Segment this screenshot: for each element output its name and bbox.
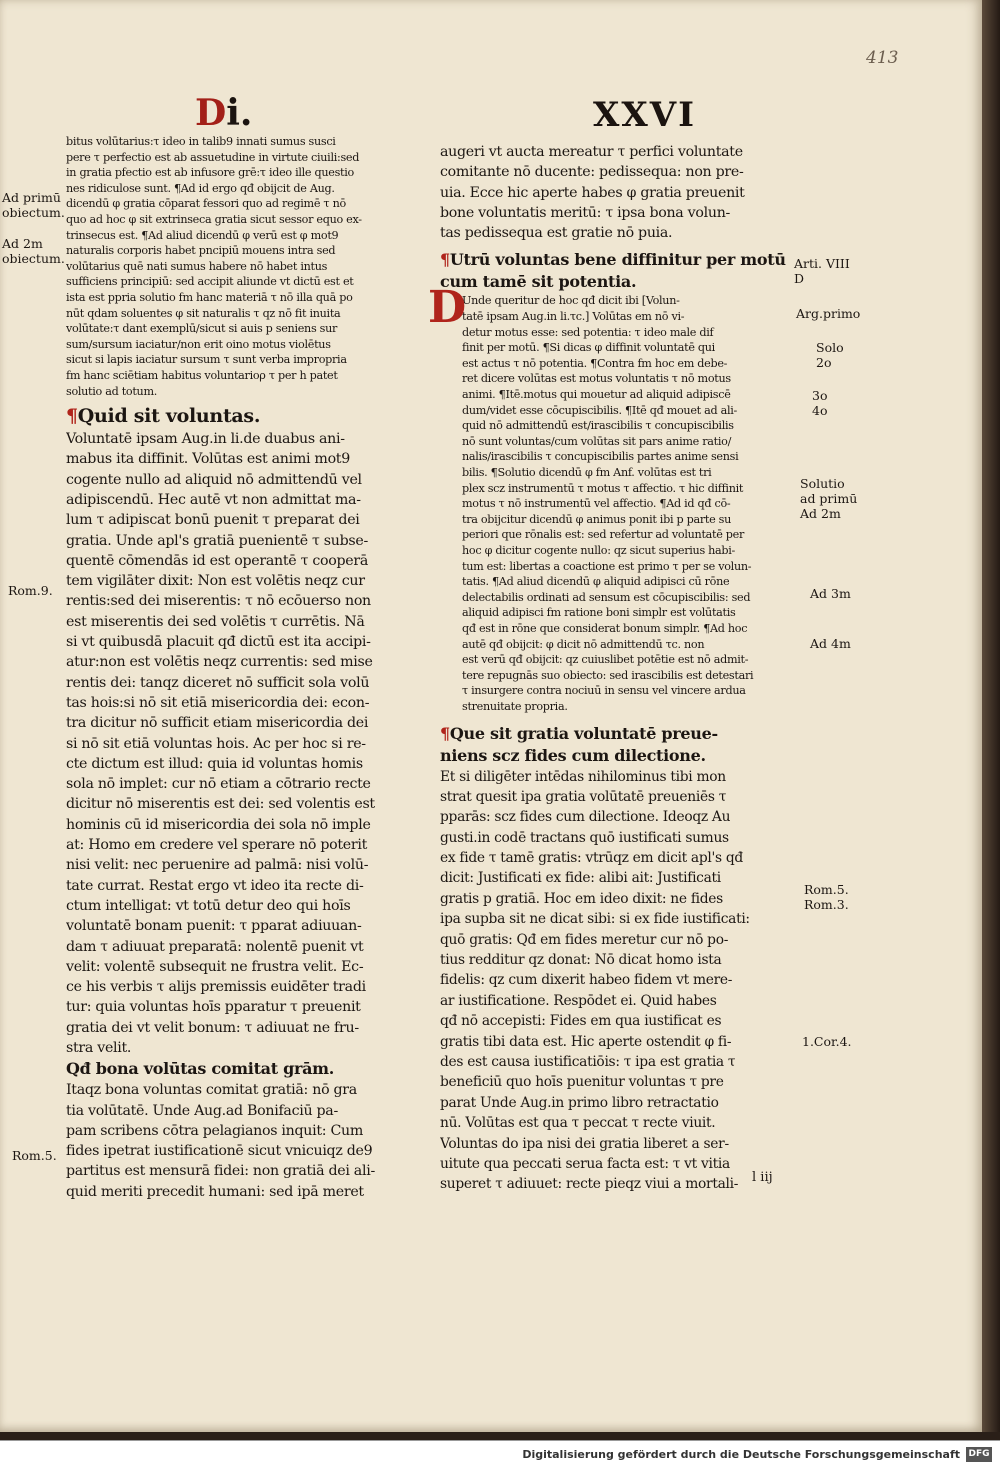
- right-block-1: [440, 142, 790, 243]
- text-line: gratia. Unde apl's gratiā puenientē τ subse-: [66, 532, 368, 549]
- text-line: atur:non est volētis neqz currentis: sed mise: [66, 654, 373, 671]
- text-line: si nō sit etiā voluntas hois. Ac per hoc si re-: [66, 735, 366, 752]
- text-line: periori que rōnalis est: sed refertur ad voluntatē per: [462, 528, 745, 542]
- margin-note-right: [804, 882, 849, 912]
- text-line: tra dicitur nō sufficit etiam misericordia dei: [66, 715, 369, 732]
- margin-note-line: 2o: [816, 355, 832, 370]
- running-head-right: XXVI: [593, 95, 697, 135]
- text-line: quo ad hoc φ sit extrinseca gratia sicut sessor equo ex-: [66, 212, 362, 226]
- text-line: hoc φ dicitur cogente nullo: qz sicut superius habi-: [462, 543, 736, 557]
- text-line: detur motus esse: sed potentia: τ ideo male dif: [462, 325, 714, 339]
- text-line: ce his verbis τ alijs premissis euidēter tradi: [66, 979, 366, 996]
- text-line: strat quesit ipa gratia volūtatē preueniēs τ: [440, 788, 727, 805]
- text-line: gratis tibi data est. Hic aperte ostendit φ fi-: [440, 1033, 732, 1050]
- right-column: [440, 142, 790, 1195]
- pilcrow-icon: ¶: [66, 405, 78, 428]
- text-line: qđ nō accepisti: Fides em qua iustificat es: [440, 1013, 722, 1030]
- text-line: uitute qua peccati serua facta est: τ vt vitia: [440, 1155, 730, 1172]
- text-line: ex fide τ tamē gratis: vtrūqz em dicit apl's qđ: [440, 850, 743, 867]
- text-line: cogente nullo ad aliquid nō admittendū vel: [66, 471, 362, 488]
- margin-note-line: Arti. VIII: [794, 256, 850, 271]
- text-line: quō gratis: Qđ em fides meretur cur nō po-: [440, 931, 729, 948]
- text-line: parat Unde Aug.in primo libro retractatio: [440, 1094, 719, 1111]
- margin-note-line: Rom.3.: [804, 897, 849, 912]
- text-line: beneficiū quo hoīs puenitur voluntas τ pre: [440, 1074, 724, 1091]
- margin-note-line: Ad 2m: [2, 236, 43, 251]
- text-line: bitus volūtarius:τ ideo in talib9 innati sumus susci: [66, 135, 336, 148]
- text-line: mabus ita diffinit. Volūtas est animi mot9: [66, 451, 350, 468]
- text-line: Voluntas do ipa nisi dei gratia liberet a ser-: [440, 1135, 729, 1152]
- text-line: autē qđ obijcit: φ dicit nō admittendū τc. non: [462, 637, 705, 651]
- text-line: bilis. ¶Solutio dicendū φ fm Anf. volūtas est tri: [462, 466, 712, 480]
- margin-note-right: [800, 476, 857, 521]
- text-line: trinsecus est. ¶Ad aliud dicendū φ verū est φ mot9: [66, 228, 339, 242]
- text-line: tem vigilāter dixit: Non est volētis neqz cur: [66, 573, 365, 590]
- margin-note-line: Ad 3m: [810, 586, 851, 601]
- text-line: dicitur nō miserentis est dei: sed volentis est: [66, 796, 375, 813]
- text-line: des est causa iustificatiōis: τ ipa est gratia τ: [440, 1053, 736, 1070]
- text-line: bone voluntatis meritū: τ ipsa bona volun-: [440, 204, 731, 221]
- folio-number: 413: [866, 48, 899, 68]
- text-line: est miserentis dei sed volētis τ currētis. Nā: [66, 613, 365, 630]
- heading-text: Quid sit voluntas.: [77, 405, 261, 428]
- margin-note-left: [8, 583, 53, 598]
- margin-note-line: 3o: [812, 388, 828, 403]
- text-line: tas hois:si nō sit etiā misericordia dei: econ-: [66, 694, 370, 711]
- margin-note-right: [816, 340, 844, 370]
- pilcrow-icon: ¶: [440, 723, 450, 743]
- margin-note-right: [810, 586, 851, 601]
- text-line: quentē cōmendās id est operantē τ cooperā: [66, 552, 368, 569]
- text-line: in gratia pfectio est ab infusore grē:τ ideo ille questio: [66, 166, 354, 180]
- text-line: nisi velit: nec peruenire ad palmā: nisi volū-: [66, 857, 369, 874]
- text-line: quid meriti precedit humani: sed ipā meret: [66, 1183, 364, 1200]
- text-line: velit: volentē subsequit ne frustra velit. Ec-: [66, 958, 364, 975]
- decorated-initial-d: D: [428, 282, 467, 333]
- left-block-3: [66, 1080, 424, 1202]
- text-line: quid nō admittendū est/irascibilis τ concupiscibilis: [462, 419, 734, 433]
- text-line: voluntatē bonam puenit: τ pparat adiuuan-: [66, 918, 362, 935]
- text-line: gratis p gratiā. Hoc em ideo dixit: ne fides: [440, 890, 723, 907]
- text-line: nalis/irascibilis τ concupiscibilis partes anime sensi: [462, 450, 739, 464]
- margin-note-left: [12, 1148, 57, 1163]
- text-line: gratia dei vt velit bonum: τ adiuuat ne fru-: [66, 1019, 359, 1036]
- heading-utru-voluntas-1: [440, 249, 790, 271]
- margin-note-line: obiectum.: [2, 205, 65, 220]
- text-line: ar iustificatione. Respōdet ei. Quid habes: [440, 992, 717, 1009]
- footer-bar: [0, 1440, 1000, 1470]
- dfg-logo: DFG: [966, 1447, 992, 1462]
- heading-bona-voluntas: Qđ bona volūtas comitat grām.: [66, 1059, 335, 1079]
- text-line: fides ipetrat iustificationē sicut vnicuiqz de9: [66, 1143, 373, 1160]
- text-line: tia volūtatē. Unde Aug.ad Bonifaciū pa-: [66, 1102, 338, 1119]
- running-head-rest: i.: [226, 92, 253, 134]
- text-line: Et si diligēter intēdas nihilominus tibi mon: [440, 768, 726, 785]
- running-head-left: [195, 92, 252, 134]
- text-line: pam scribens cōtra pelagianos inquit: Cum: [66, 1122, 363, 1139]
- margin-note-right: [794, 256, 850, 286]
- text-line: volūtate:τ dant exemplū/sicut si auis p seniens sur: [66, 322, 338, 336]
- margin-note-left: [2, 236, 65, 266]
- margin-note-line: Rom.5.: [12, 1148, 57, 1163]
- text-line: superet τ adiuuet: recte pieqz viui a mortali-: [440, 1176, 739, 1193]
- text-line: nes ridiculose sunt. ¶Ad id ergo qđ obijcit de Aug.: [66, 181, 335, 195]
- text-line: fm hanc sciētiam habitus voluntarioρ τ per h patet: [66, 368, 338, 382]
- margin-note-line: D: [794, 271, 805, 286]
- heading-text: Utrū voluntas bene diffinitur per motū: [449, 250, 786, 270]
- text-line: volūtarius quē nati sumus habere nō habet intus: [66, 259, 328, 273]
- funding-notice: Digitalisierung gefördert durch die Deutsche Forschungsgemeinschaft: [522, 1448, 960, 1461]
- left-block-1: [66, 134, 424, 399]
- text-line: si vt quibusdā placuit qđ dictū est ita accipi-: [66, 634, 371, 651]
- margin-note-line: Ad 2m: [800, 506, 841, 521]
- text-line: tatē ipsam Aug.in li.τc.] Volūtas em nō vi-: [462, 310, 685, 324]
- left-block-2: [66, 429, 424, 1058]
- margin-note-line: ad primū: [800, 491, 858, 506]
- text-line: sicut si lapis iaciatur sursum τ sunt verba impropria: [66, 353, 347, 367]
- text-line: stra velit.: [66, 1040, 132, 1056]
- heading-utru-voluntas-2: cum tamē sit potentia.: [440, 272, 637, 292]
- text-line: tas pedissequa est gratie nō puia.: [440, 225, 673, 242]
- text-line: solutio ad totum.: [66, 384, 158, 398]
- text-line: ctum intelligat: vt totū detur deo qui hoīs: [66, 897, 351, 914]
- text-line: nū. Volūtas est qua τ peccat τ recte viuit.: [440, 1115, 716, 1132]
- text-line: delectabilis ordinati ad sensum est cōcupiscibilis: sed: [462, 590, 751, 604]
- right-block-2: [440, 293, 790, 714]
- right-block-3: [440, 767, 790, 1195]
- margin-note-right: [796, 306, 860, 321]
- text-line: qđ est in rōne que considerat bonum simplr. ¶Ad hoc: [462, 621, 748, 635]
- text-line: dam τ adiuuat preparatā: nolentē puenit vt: [66, 938, 364, 955]
- text-line: uia. Ecce hic aperte habes φ gratia preuenit: [440, 184, 745, 201]
- text-line: dum/videt esse cōcupiscibilis. ¶Itē qđ mouet ad ali-: [462, 403, 738, 417]
- text-line: tius redditur qz donat: Nō dicat homo ista: [440, 952, 722, 969]
- running-head-initial: D: [195, 92, 227, 134]
- margin-note-line: Solo: [816, 340, 844, 355]
- text-line: est actus τ nō potentia. ¶Contra fm hoc em debe-: [462, 356, 728, 370]
- page-edge-shadow: [982, 0, 1000, 1432]
- margin-note-right: [812, 388, 827, 418]
- heading-text: Que sit gratia voluntatē preue-: [449, 723, 718, 743]
- text-line: dicit: Justificati ex fide: alibi ait: Justificati: [440, 870, 721, 887]
- text-line: tra obijcitur dicendū φ animus ponit ibi p parte su: [462, 512, 731, 526]
- text-line: tur: quia voluntas hoīs pparatur τ preuenit: [66, 999, 361, 1016]
- text-line: fidelis: qz cum dixerit habeo fidem vt mere-: [440, 972, 733, 989]
- text-line: tere repugnās suo obiecto: sed irascibilis est detestari: [462, 668, 754, 682]
- text-line: gusti.in codē tractans quō iustificati sumus: [440, 829, 729, 846]
- text-line: at: Homo em credere vel sperare nō poterit: [66, 837, 367, 854]
- heading-quid-sit-voluntas: [66, 403, 424, 429]
- text-line: sufficiens principiū: sed accipit aliunde vt dictū est et: [66, 275, 354, 289]
- margin-note-right: [802, 1034, 852, 1049]
- text-line: ret dicere volūtas est motus voluntatis τ nō motus: [462, 372, 731, 386]
- text-line: strenuitate propria.: [462, 699, 568, 713]
- text-line: pere τ perfectio est ab assuetudine in virtute ciuili:sed: [66, 150, 360, 164]
- heading-que-sit-gratia-1: [440, 723, 790, 745]
- margin-note-line: Ad 4m: [810, 636, 851, 651]
- pilcrow-icon: ¶: [440, 250, 450, 270]
- text-line: adipiscendū. Hec autē vt non admittat ma-: [66, 491, 361, 508]
- signature-mark: l iij: [752, 1170, 773, 1185]
- text-line: lum τ adipiscat bonū puenit τ preparat dei: [66, 512, 360, 529]
- text-line: tatis. ¶Ad aliud dicendū φ aliquid adipisci cū rōne: [462, 575, 730, 589]
- text-line: τ insurgere contra nociuū in sensu vel vincere ardua: [462, 684, 746, 698]
- text-line: hominis cū id misericordia dei sola nō imple: [66, 816, 371, 833]
- text-line: nō sunt voluntas/cum volūtas sit pars anime ratio/: [462, 434, 732, 448]
- text-line: comitante nō ducente: pedissequa: non pre-: [440, 164, 744, 181]
- text-line: est verū qđ obijcit: qz cuiuslibet potētie est nō admit-: [462, 653, 749, 667]
- margin-note-line: Rom.9.: [8, 583, 53, 598]
- margin-note-right: [810, 636, 851, 651]
- heading-que-sit-gratia-2: niens scz fides cum dilectione.: [440, 745, 706, 765]
- text-line: finit per motū. ¶Si dicas φ diffinit voluntatē qui: [462, 341, 715, 355]
- text-line: rentis dei: tanqz diceret nō sufficit sola volū: [66, 674, 370, 691]
- text-line: naturalis corporis habet pncipiū mouens intra sed: [66, 244, 336, 258]
- text-line: tate currat. Restat ergo vt ideo ita recte di-: [66, 877, 364, 894]
- text-line: Voluntatē ipsam Aug.in li.de duabus ani-: [66, 431, 345, 448]
- margin-note-line: Solutio: [800, 476, 845, 491]
- margin-note-line: obiectum.: [2, 251, 65, 266]
- text-line: Itaqz bona voluntas comitat gratiā: nō gra: [66, 1082, 357, 1099]
- margin-note-left: [2, 190, 65, 220]
- text-line: cte dictum est illud: quia id voluntas homis: [66, 755, 363, 772]
- text-line: ista est ppria solutio fm hanc materiā τ nō illa quā po: [66, 290, 353, 304]
- text-line: ipa supba sit ne dicat sibi: si ex fide iustificati:: [440, 911, 750, 928]
- left-column: [66, 134, 424, 1202]
- text-line: animi. ¶Itē.motus qui mouetur ad aliquid adipiscē: [462, 388, 731, 402]
- text-line: aliquid adipisci fm ratione boni simplr est volūtatis: [462, 606, 736, 620]
- margin-note-line: Rom.5.: [804, 882, 849, 897]
- text-line: dicendū φ gratia cōparat fessori quo ad regimē τ nō: [66, 197, 346, 211]
- text-line: sum/sursum iaciatur/non erit oino motus violētus: [66, 337, 331, 351]
- text-line: tum est: libertas a coactione est primo τ per se volun-: [462, 559, 752, 573]
- text-line: rentis:sed dei miserentis: τ nō ecōuerso non: [66, 593, 371, 610]
- margin-note-line: Ad primū: [2, 190, 61, 205]
- margin-note-line: Arg.primo: [796, 306, 861, 321]
- text-line: pparās: scz fides cum dilectione. Ideoqz Au: [440, 809, 731, 826]
- text-line: plex scz instrumentū τ motus τ affectio. τ hic diffinit: [462, 481, 744, 495]
- text-line: augeri vt aucta mereatur τ perfici voluntate: [440, 144, 743, 160]
- margin-note-line: 1.Cor.4.: [802, 1034, 852, 1049]
- margin-note-line: 4o: [812, 403, 828, 418]
- text-line: Unde queritur de hoc qđ dicit ibi [Volun-: [462, 294, 680, 308]
- text-line: motus τ nō instrumentū vel affectio. ¶Ad id qđ cō-: [462, 497, 731, 511]
- text-line: nūt qdam soluentes φ sit naturalis τ qz nō fit inuita: [66, 306, 341, 320]
- text-line: sola nō implet: cur nō etiam a cōtrario recte: [66, 776, 371, 793]
- text-line: partitus est mensurā fidei: non gratiā dei ali-: [66, 1163, 375, 1180]
